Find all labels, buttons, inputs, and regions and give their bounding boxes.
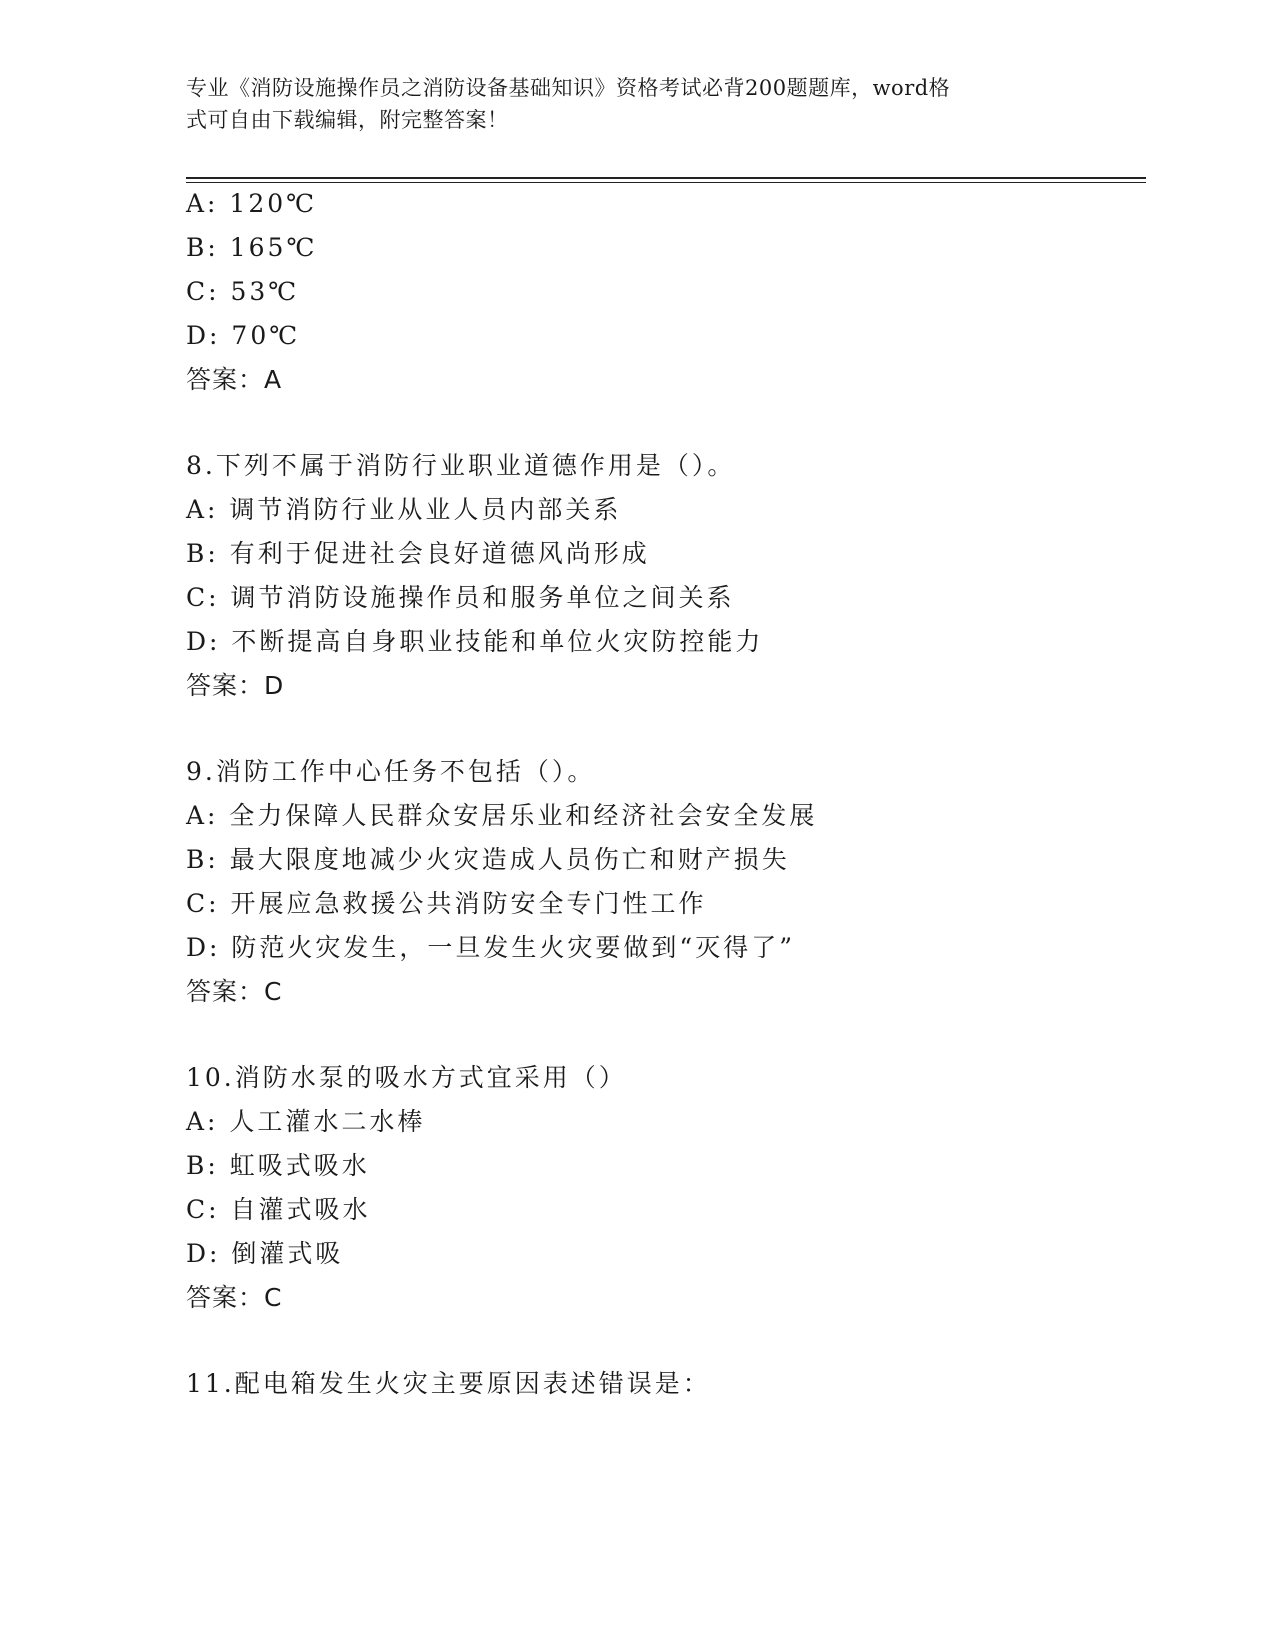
q8-option-a: A: 调节消防行业从业人员内部关系: [186, 495, 622, 524]
header-rule-thick: [186, 177, 1146, 179]
header-rule-thin: [186, 182, 1146, 183]
q9-answer: 答案：C: [186, 977, 283, 1006]
q9-option-d: D: 防范火灾发生，一旦发生火灾要做到“灭得了”: [186, 933, 795, 962]
q9-stem: 9.消防工作中心任务不包括（）。: [186, 757, 596, 786]
q11-stem: 11.配电箱发生火灾主要原因表述错误是：: [186, 1369, 711, 1398]
header-line-2: 式可自由下载编辑，附完整答案！: [186, 108, 509, 132]
q10-answer: 答案：C: [186, 1283, 283, 1312]
q10-option-d: D: 倒灌式吸: [186, 1239, 344, 1268]
q7-option-c: C: 53℃: [186, 277, 300, 306]
q10-option-b: B: 虹吸式吸水: [186, 1151, 370, 1180]
q8-option-b: B: 有利于促进社会良好道德风尚形成: [186, 539, 650, 568]
q10-stem: 10.消防水泵的吸水方式宜采用（）: [186, 1063, 627, 1092]
q10-option-c: C: 自灌式吸水: [186, 1195, 371, 1224]
q10-option-a: A: 人工灌水二水棒: [186, 1107, 426, 1136]
header-line-1: 专业《消防设施操作员之消防设备基础知识》资格考试必背200题题库，word格: [186, 76, 951, 100]
q8-stem: 8.下列不属于消防行业职业道德作用是（）。: [186, 451, 736, 480]
q7-option-b: B: 165℃: [186, 233, 318, 262]
q8-option-c: C: 调节消防设施操作员和服务单位之间关系: [186, 583, 735, 612]
q7-answer: 答案：A: [186, 365, 283, 394]
q8-answer: 答案：D: [186, 671, 285, 700]
document-header: [186, 72, 1086, 136]
q9-option-a: A: 全力保障人民群众安居乐业和经济社会安全发展: [186, 801, 818, 830]
q8-option-d: D: 不断提高自身职业技能和单位火灾防控能力: [186, 627, 764, 656]
q7-option-d: D: 70℃: [186, 321, 301, 350]
q9-option-c: C: 开展应急救援公共消防安全专门性工作: [186, 889, 707, 918]
q9-option-b: B: 最大限度地减少火灾造成人员伤亡和财产损失: [186, 845, 790, 874]
q7-option-a: A: 120℃: [186, 189, 318, 218]
